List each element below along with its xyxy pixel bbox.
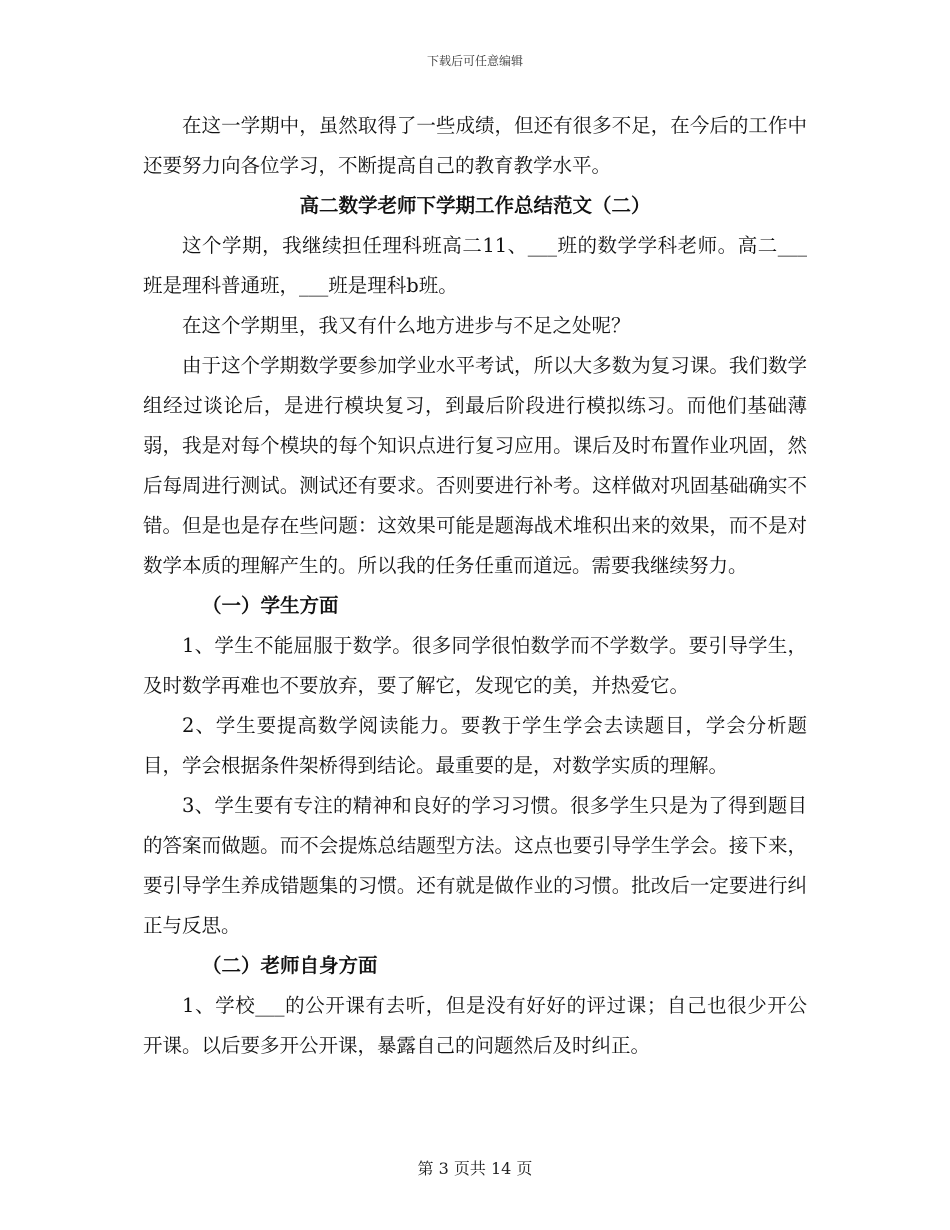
paragraph-4: 由于这个学期数学要参加学业水平考试，所以大多数为复习课。我们数学组经过谈论后，是进行模块复习，到最后阶段进行模拟练习。而他们基础薄弱，我是对每个模块的每个知识点进行复习应用。课后及时布置作业巩固，然后每周进行测试。测试还有要求。否则要进行补考。这样做对巩固基础确实不错。但是也是存在些问题：这效果可能是题海战术堆积出来的效果，而不是对数学本质的理解产生的。所以我的任务任重而道远。需要我继续努力。 <box>143 354 807 577</box>
students-item-3: 3、学生要有专注的精神和良好的学习习惯。很多学生只是为了得到题目的答案而做题。而不会提炼总结题型方法。这点也要引导学生学会。接下来，要引导学生养成错题集的习惯。还有就是做作业的习惯。批改后一定要进行纠正与反思。 <box>143 794 807 937</box>
subheading-teacher: （二）老师自身方面 <box>202 954 378 977</box>
paragraph-2: 这个学期，我继续担任理科班高二11、___班的数学学科老师。高二___班是理科普通班，___班是理科b班。 <box>143 234 807 297</box>
students-item-1: 1、学生不能屈服于数学。很多同学很怕数学而不学数学。要引导学生，及时数学再难也不要放弃，要了解它，发现它的美，并热爱它。 <box>143 634 807 697</box>
section-title: 高二数学老师下学期工作总结范文（二） <box>299 194 651 217</box>
subheading-students: （一）学生方面 <box>202 594 339 617</box>
page-footer: 第 3 页共 14 页 <box>417 1159 533 1178</box>
paragraph-3: 在这个学期里，我又有什么地方进步与不足之处呢？ <box>182 314 631 337</box>
teacher-item-1: 1、学校___的公开课有去听，但是没有好好的评过课；自己也很少开公开课。以后要多开公开课，暴露自己的问题然后及时纠正。 <box>143 994 807 1057</box>
students-item-2: 2、学生要提高数学阅读能力。要教于学生学会去读题目，学会分析题目，学会根据条件架桥得到结论。最重要的是，对数学实质的理解。 <box>143 714 807 777</box>
page-header: 下载后可任意编辑 <box>426 54 523 68</box>
paragraph-1: 在这一学期中，虽然取得了一些成绩，但还有很多不足，在今后的工作中还要努力向各位学习，不断提高自己的教育教学水平。 <box>143 114 807 177</box>
document-body <box>143 106 807 1066</box>
